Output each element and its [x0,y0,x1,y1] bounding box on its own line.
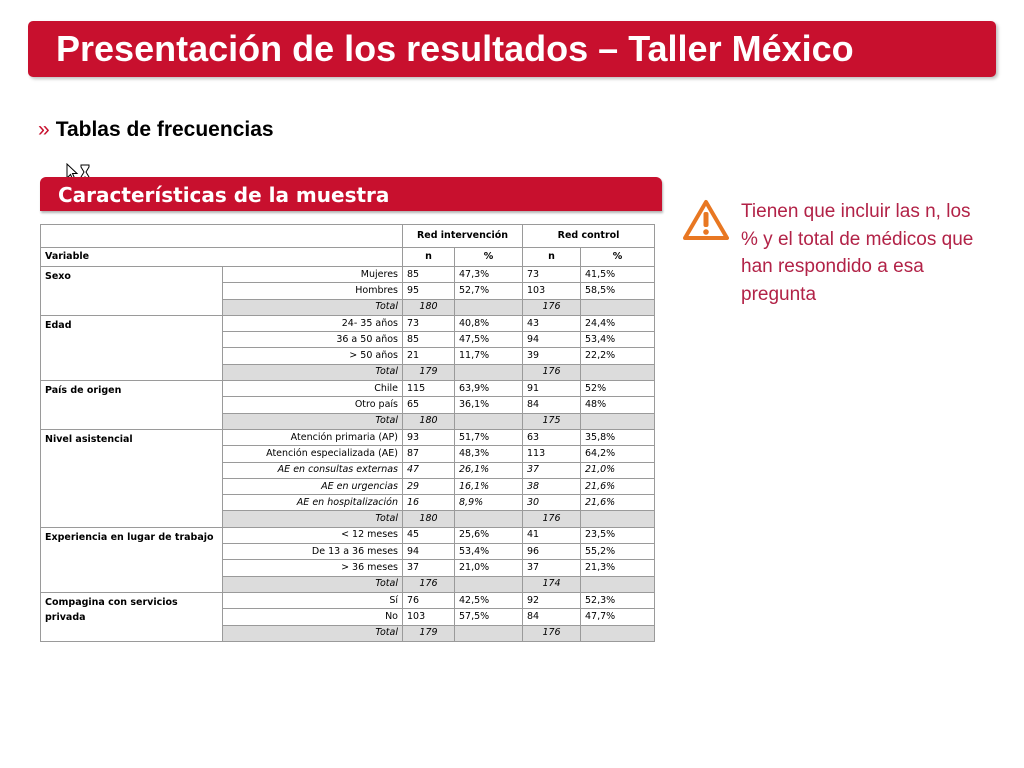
pct-control-cell [581,413,655,429]
n-intervention-cell: 37 [403,560,455,576]
pct-control-cell [581,576,655,592]
n-control-cell: 38 [523,478,581,494]
n-intervention-cell: 180 [403,299,455,315]
pct-control-cell: 64,2% [581,446,655,462]
category-cell: Atención especializada (AE) [223,446,403,462]
pct-control-cell [581,299,655,315]
category-cell: Atención primaria (AP) [223,429,403,445]
n-intervention-cell: 73 [403,315,455,331]
pct-intervention-cell [455,625,523,641]
category-cell: Total [223,299,403,315]
n-control-cell: 30 [523,495,581,511]
n-control-cell: 176 [523,299,581,315]
slide-title: Presentación de los resultados – Taller México [56,28,854,69]
variable-cell: Sexo [41,267,223,316]
n-control-cell: 91 [523,381,581,397]
bullet-text: Tablas de frecuencias [55,118,274,141]
pct-control-cell: 47,7% [581,609,655,625]
pct-control-cell: 24,4% [581,315,655,331]
n-intervention-cell: 21 [403,348,455,364]
n-control-cell: 174 [523,576,581,592]
pct-control-cell: 48% [581,397,655,413]
table-header-bar [40,177,662,211]
n-intervention-cell: 180 [403,511,455,527]
col-header-n-intervention: n [403,248,455,267]
n-control-cell: 37 [523,462,581,478]
variable-cell: Edad [41,315,223,380]
variable-cell: Nivel asistencial [41,429,223,527]
n-intervention-cell: 85 [403,332,455,348]
pct-intervention-cell: 40,8% [455,315,523,331]
n-control-cell: 176 [523,511,581,527]
n-intervention-cell: 179 [403,364,455,380]
n-control-cell: 43 [523,315,581,331]
group-header-control: Red control [523,225,655,248]
n-control-cell: 96 [523,544,581,560]
pct-intervention-cell: 16,1% [455,478,523,494]
pct-control-cell: 35,8% [581,429,655,445]
warning-icon [683,199,729,241]
pct-control-cell [581,364,655,380]
bullet-mark: » [38,118,50,141]
category-cell: No [223,609,403,625]
n-intervention-cell: 85 [403,267,455,283]
n-control-cell: 73 [523,267,581,283]
table-row [41,527,655,543]
n-intervention-cell: 179 [403,625,455,641]
pct-control-cell: 41,5% [581,267,655,283]
pct-control-cell: 21,0% [581,462,655,478]
category-cell: Hombres [223,283,403,299]
table-row [41,429,655,445]
pct-intervention-cell [455,299,523,315]
pct-intervention-cell: 36,1% [455,397,523,413]
n-intervention-cell: 76 [403,592,455,608]
n-control-cell: 103 [523,283,581,299]
table-header-title: Características de la muestra [58,183,390,207]
category-cell: De 13 a 36 meses [223,544,403,560]
n-control-cell: 63 [523,429,581,445]
variable-cell: Compagina con servicios privada [41,592,223,641]
table-row [41,592,655,608]
n-intervention-cell: 65 [403,397,455,413]
pct-control-cell [581,625,655,641]
pct-control-cell: 23,5% [581,527,655,543]
category-cell: 24- 35 años [223,315,403,331]
pct-control-cell: 58,5% [581,283,655,299]
pct-intervention-cell: 42,5% [455,592,523,608]
category-cell: Sí [223,592,403,608]
n-control-cell: 39 [523,348,581,364]
n-intervention-cell: 45 [403,527,455,543]
n-control-cell: 84 [523,397,581,413]
pct-intervention-cell: 26,1% [455,462,523,478]
category-cell: Chile [223,381,403,397]
pct-control-cell: 21,3% [581,560,655,576]
pct-control-cell [581,511,655,527]
pct-intervention-cell: 8,9% [455,495,523,511]
title-bar [28,21,996,77]
n-intervention-cell: 176 [403,576,455,592]
pct-intervention-cell: 47,3% [455,267,523,283]
n-intervention-cell: 47 [403,462,455,478]
n-control-cell: 84 [523,609,581,625]
variable-cell: País de origen [41,381,223,430]
category-cell: Total [223,364,403,380]
pct-control-cell: 21,6% [581,478,655,494]
category-cell: > 50 años [223,348,403,364]
frequency-table [40,224,655,642]
n-control-cell: 37 [523,560,581,576]
table-row [41,267,655,283]
n-intervention-cell: 103 [403,609,455,625]
n-intervention-cell: 180 [403,413,455,429]
pct-control-cell: 52,3% [581,592,655,608]
category-cell: Otro país [223,397,403,413]
note-text: Tienen que incluir las n, los % y el total de médicos que han respondido a esa pregunta [741,201,974,305]
pct-control-cell: 52% [581,381,655,397]
category-cell: AE en urgencias [223,478,403,494]
pct-intervention-cell [455,511,523,527]
n-intervention-cell: 29 [403,478,455,494]
n-intervention-cell: 94 [403,544,455,560]
variable-header: Variable [41,248,403,267]
table-group-header-row [41,225,655,248]
n-intervention-cell: 87 [403,446,455,462]
n-intervention-cell: 95 [403,283,455,299]
pct-intervention-cell [455,576,523,592]
category-cell: > 36 meses [223,560,403,576]
n-intervention-cell: 16 [403,495,455,511]
n-control-cell: 176 [523,364,581,380]
pct-intervention-cell: 63,9% [455,381,523,397]
category-cell: Total [223,625,403,641]
table-row [41,381,655,397]
pct-control-cell: 53,4% [581,332,655,348]
category-cell: AE en consultas externas [223,462,403,478]
category-cell: Total [223,511,403,527]
n-control-cell: 92 [523,592,581,608]
col-header-n-control: n [523,248,581,267]
pct-intervention-cell: 21,0% [455,560,523,576]
n-control-cell: 41 [523,527,581,543]
bullet-item [38,118,274,142]
pct-intervention-cell: 48,3% [455,446,523,462]
category-cell: Total [223,413,403,429]
pct-intervention-cell: 53,4% [455,544,523,560]
variable-cell: Experiencia en lugar de trabajo [41,527,223,592]
category-cell: AE en hospitalización [223,495,403,511]
category-cell: Mujeres [223,267,403,283]
n-control-cell: 176 [523,625,581,641]
pct-control-cell: 21,6% [581,495,655,511]
table-column-header-row [41,248,655,267]
col-header-pct-intervention: % [455,248,523,267]
n-control-cell: 94 [523,332,581,348]
n-control-cell: 113 [523,446,581,462]
n-intervention-cell: 115 [403,381,455,397]
table-empty-header-cell [41,225,403,248]
pct-intervention-cell: 57,5% [455,609,523,625]
n-control-cell: 175 [523,413,581,429]
pct-intervention-cell: 11,7% [455,348,523,364]
frequency-table-container [40,224,654,642]
pct-control-cell: 22,2% [581,348,655,364]
category-cell: Total [223,576,403,592]
pct-intervention-cell: 25,6% [455,527,523,543]
table-row [41,315,655,331]
category-cell: < 12 meses [223,527,403,543]
pct-intervention-cell [455,413,523,429]
n-intervention-cell: 93 [403,429,455,445]
group-header-intervention: Red intervención [403,225,523,248]
pct-intervention-cell: 52,7% [455,283,523,299]
col-header-pct-control: % [581,248,655,267]
pct-intervention-cell: 47,5% [455,332,523,348]
pct-intervention-cell [455,364,523,380]
pct-control-cell: 55,2% [581,544,655,560]
pct-intervention-cell: 51,7% [455,429,523,445]
category-cell: 36 a 50 años [223,332,403,348]
